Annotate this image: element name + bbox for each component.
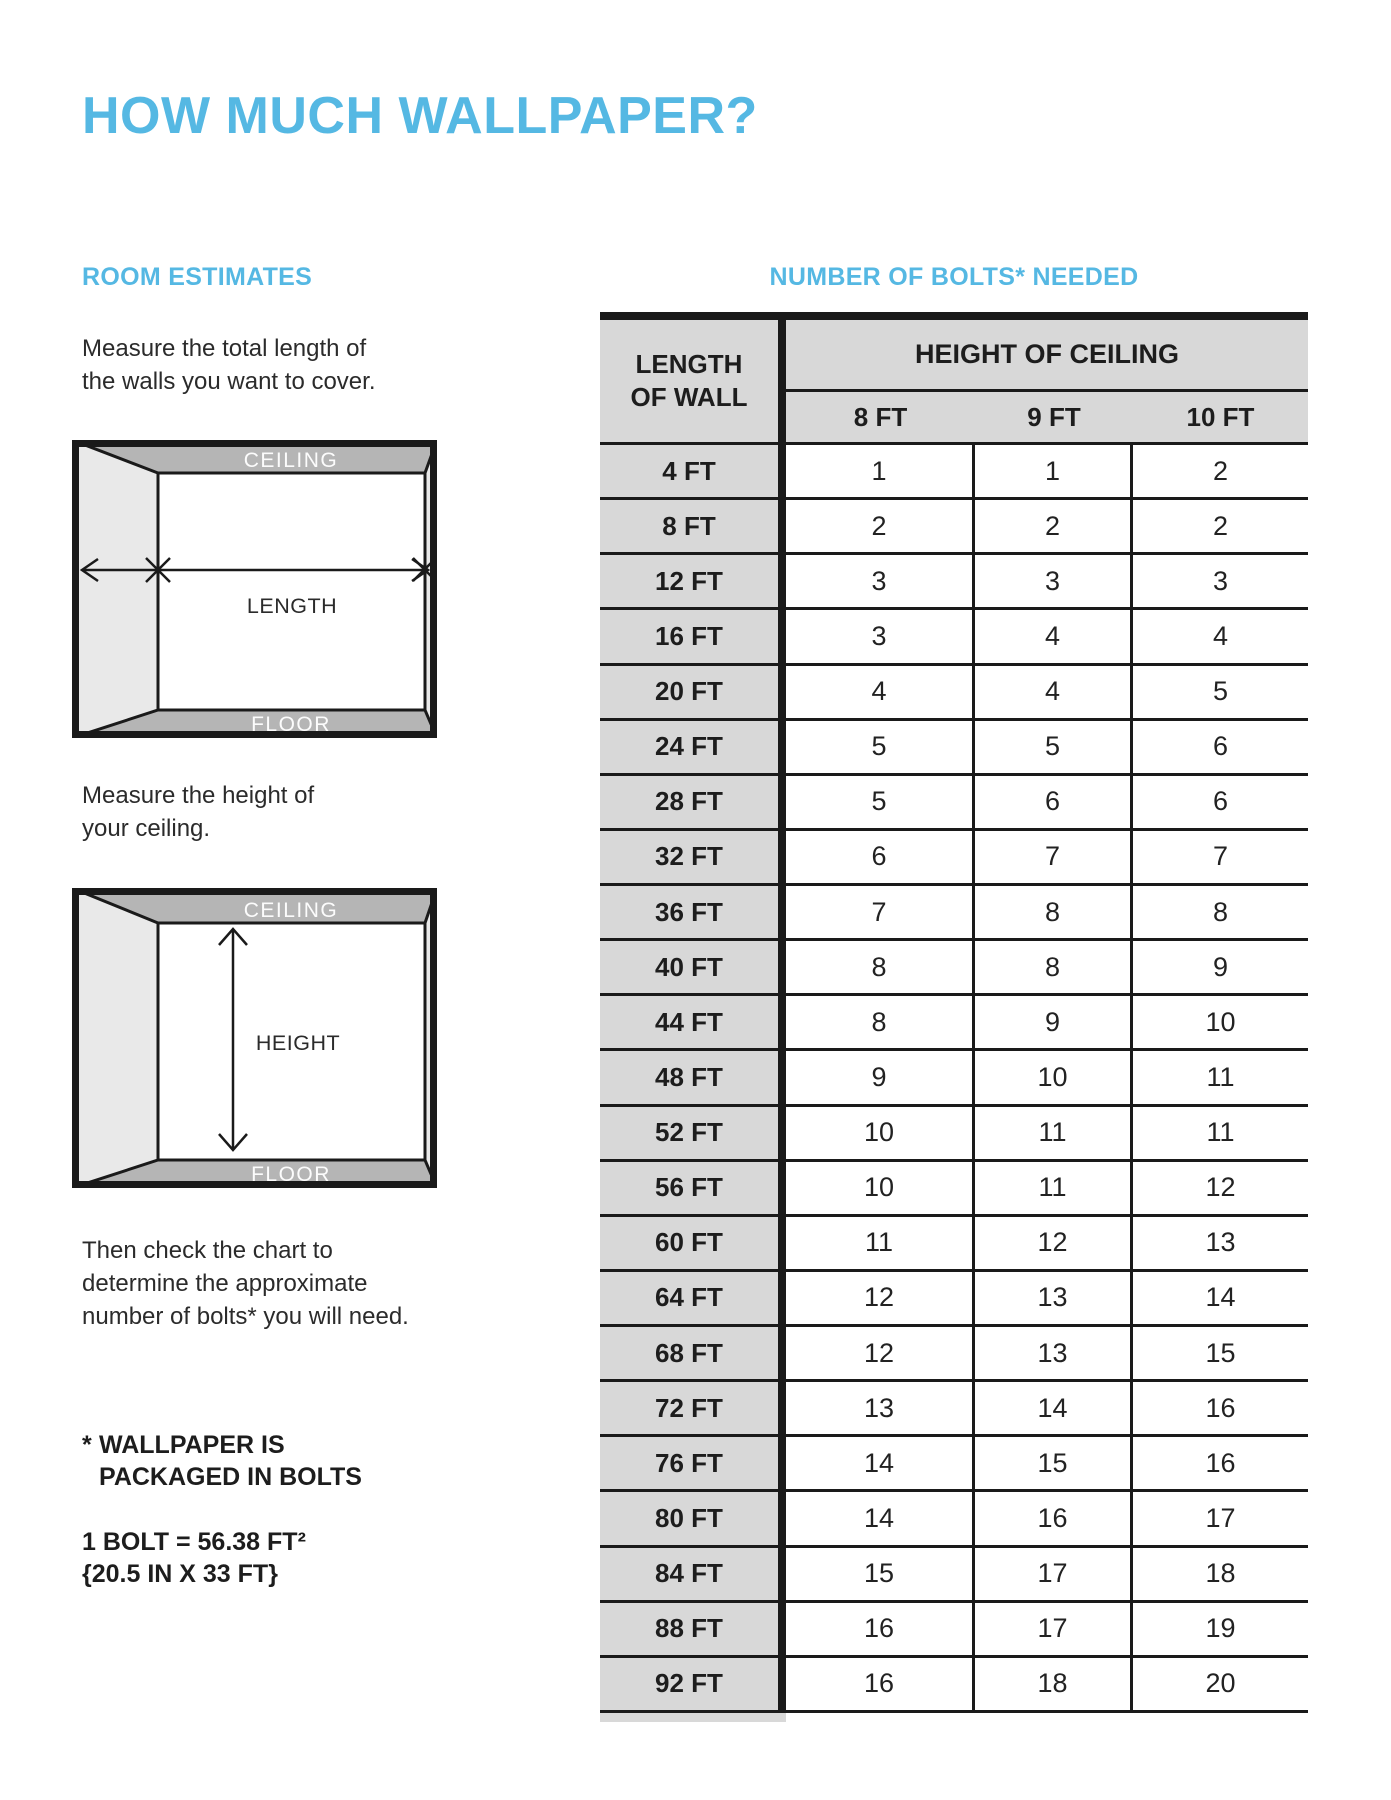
footnote-line: PACKAGED IN BOLTS <box>99 1463 362 1491</box>
bolt-count-cell: 13 <box>786 1382 975 1437</box>
bolt-count-cell: 3 <box>786 555 975 610</box>
bolt-count-cell: 2 <box>975 500 1133 555</box>
bolt-count-cell: 10 <box>786 1162 975 1217</box>
col-header-8ft: 8 FT <box>786 392 975 445</box>
bolt-count-cell: 8 <box>975 886 1133 941</box>
table-row <box>600 776 1308 831</box>
instruction-measure-length <box>82 332 375 398</box>
instruction-line: Then check the chart to <box>82 1237 333 1264</box>
table-footer-stub <box>600 1713 786 1722</box>
col-header-9ft: 9 FT <box>975 392 1133 445</box>
row-length-label: 28 FT <box>600 776 778 831</box>
length-of-wall-header <box>600 320 778 445</box>
table-thick-divider <box>778 320 786 1713</box>
row-length-label: 56 FT <box>600 1162 778 1217</box>
instruction-line: Measure the total length of <box>82 335 367 362</box>
row-length-label: 36 FT <box>600 886 778 941</box>
bolt-count-cell: 11 <box>786 1217 975 1272</box>
table-row <box>600 941 1308 996</box>
length-label: LENGTH <box>246 594 338 618</box>
bolt-count-cell: 13 <box>1133 1217 1308 1272</box>
bolt-count-cell: 11 <box>1133 1107 1308 1162</box>
row-length-label: 92 FT <box>600 1658 778 1713</box>
bolt-count-cell: 6 <box>1133 776 1308 831</box>
table-row <box>600 1548 1308 1603</box>
table-row <box>600 1382 1308 1437</box>
height-of-ceiling-header: HEIGHT OF CEILING <box>786 320 1308 392</box>
floor-label: FLOOR <box>251 713 331 736</box>
bolt-count-cell: 14 <box>786 1492 975 1547</box>
bolt-count-cell: 10 <box>975 1051 1133 1106</box>
room-length-diagram <box>72 440 437 738</box>
table-row <box>600 1327 1308 1382</box>
bolt-count-cell: 9 <box>1133 941 1308 996</box>
bolt-count-cell: 4 <box>786 666 975 721</box>
bolts-footnote <box>82 1429 362 1493</box>
bolt-count-cell: 10 <box>1133 996 1308 1051</box>
table-row <box>600 1658 1308 1713</box>
row-length-label: 64 FT <box>600 1272 778 1327</box>
bolt-count-cell: 8 <box>975 941 1133 996</box>
bolt-count-cell: 16 <box>786 1658 975 1713</box>
table-row <box>600 1272 1308 1327</box>
ceiling-label: CEILING <box>243 899 339 922</box>
row-length-label: 68 FT <box>600 1327 778 1382</box>
bolt-count-cell: 5 <box>975 721 1133 776</box>
table-row <box>600 1107 1308 1162</box>
bolt-count-cell: 16 <box>1133 1437 1308 1492</box>
floor-label: FLOOR <box>251 1163 331 1186</box>
bolt-count-cell: 13 <box>975 1272 1133 1327</box>
table-row <box>600 1217 1308 1272</box>
bolt-count-cell: 3 <box>1133 555 1308 610</box>
bolt-count-cell: 4 <box>975 610 1133 665</box>
bolt-count-cell: 1 <box>786 445 975 500</box>
bolt-count-cell: 18 <box>1133 1548 1308 1603</box>
bolt-count-cell: 16 <box>786 1603 975 1658</box>
bolt-count-cell: 12 <box>1133 1162 1308 1217</box>
bolt-count-cell: 16 <box>1133 1382 1308 1437</box>
bolt-count-cell: 11 <box>975 1107 1133 1162</box>
row-length-label: 88 FT <box>600 1603 778 1658</box>
instruction-line: the walls you want to cover. <box>82 368 376 395</box>
table-row <box>600 1437 1308 1492</box>
row-length-label: 72 FT <box>600 1382 778 1437</box>
table-row <box>600 610 1308 665</box>
bolt-count-cell: 7 <box>1133 831 1308 886</box>
row-length-label: 8 FT <box>600 500 778 555</box>
bolt-count-cell: 12 <box>786 1272 975 1327</box>
bolt-count-cell: 7 <box>786 886 975 941</box>
room-height-diagram <box>72 888 437 1188</box>
bolts-table <box>600 312 1308 1713</box>
table-row <box>600 831 1308 886</box>
bolt-count-cell: 11 <box>975 1162 1133 1217</box>
row-length-label: 84 FT <box>600 1548 778 1603</box>
bolt-count-cell: 14 <box>1133 1272 1308 1327</box>
ceiling-label: CEILING <box>243 449 339 472</box>
height-label: HEIGHT <box>255 1031 341 1055</box>
bolt-count-cell: 10 <box>786 1107 975 1162</box>
row-length-label: 76 FT <box>600 1437 778 1492</box>
table-row <box>600 500 1308 555</box>
row-length-label: 12 FT <box>600 555 778 610</box>
table-row <box>600 996 1308 1051</box>
bolt-count-cell: 8 <box>1133 886 1308 941</box>
table-row <box>600 666 1308 721</box>
bolt-count-cell: 15 <box>1133 1327 1308 1382</box>
table-header <box>600 320 1308 445</box>
header-line: OF WALL <box>630 382 748 412</box>
row-length-label: 20 FT <box>600 666 778 721</box>
bolt-count-cell: 8 <box>786 941 975 996</box>
instruction-line: number of bolts* you will need. <box>82 1303 409 1330</box>
bolt-count-cell: 11 <box>1133 1051 1308 1106</box>
row-length-label: 16 FT <box>600 610 778 665</box>
bolt-count-cell: 2 <box>786 500 975 555</box>
bolt-count-cell: 6 <box>1133 721 1308 776</box>
row-length-label: 80 FT <box>600 1492 778 1547</box>
row-length-label: 44 FT <box>600 996 778 1051</box>
instruction-line: determine the approximate <box>82 1270 368 1297</box>
bolt-count-cell: 5 <box>786 721 975 776</box>
bolt-count-cell: 5 <box>786 776 975 831</box>
table-row <box>600 1162 1308 1217</box>
table-row <box>600 721 1308 776</box>
bolt-count-cell: 4 <box>975 666 1133 721</box>
row-length-label: 60 FT <box>600 1217 778 1272</box>
bolt-count-cell: 6 <box>786 831 975 886</box>
bolt-count-cell: 12 <box>786 1327 975 1382</box>
bolt-size-note <box>82 1526 306 1590</box>
bolt-count-cell: 2 <box>1133 445 1308 500</box>
col-header-10ft: 10 FT <box>1133 392 1308 445</box>
footnote-line: 1 BOLT = 56.38 FT² <box>82 1528 306 1556</box>
room-estimates-heading: ROOM ESTIMATES <box>82 263 313 291</box>
bolt-count-cell: 8 <box>786 996 975 1051</box>
bolt-count-cell: 3 <box>786 610 975 665</box>
bolt-count-cell: 17 <box>1133 1492 1308 1547</box>
bolt-count-cell: 15 <box>786 1548 975 1603</box>
bolt-count-cell: 5 <box>1133 666 1308 721</box>
row-length-label: 48 FT <box>600 1051 778 1106</box>
table-row <box>600 445 1308 500</box>
bolt-count-cell: 19 <box>1133 1603 1308 1658</box>
bolt-count-cell: 4 <box>1133 610 1308 665</box>
asterisk-marker: * <box>82 1431 92 1459</box>
bolt-count-cell: 3 <box>975 555 1133 610</box>
row-length-label: 24 FT <box>600 721 778 776</box>
bolt-count-cell: 14 <box>786 1437 975 1492</box>
bolt-count-cell: 15 <box>975 1437 1133 1492</box>
bolt-count-cell: 12 <box>975 1217 1133 1272</box>
table-row <box>600 886 1308 941</box>
bolt-count-cell: 1 <box>975 445 1133 500</box>
footnote-line: WALLPAPER IS <box>99 1431 285 1459</box>
bolt-count-cell: 18 <box>975 1658 1133 1713</box>
row-length-label: 4 FT <box>600 445 778 500</box>
bolt-count-cell: 2 <box>1133 500 1308 555</box>
footnote-line: {20.5 IN X 33 FT} <box>82 1560 278 1588</box>
bolt-count-cell: 13 <box>975 1327 1133 1382</box>
table-row <box>600 1051 1308 1106</box>
bolt-count-cell: 9 <box>786 1051 975 1106</box>
bolt-count-cell: 7 <box>975 831 1133 886</box>
row-length-label: 32 FT <box>600 831 778 886</box>
bolts-needed-heading: NUMBER OF BOLTS* NEEDED <box>769 263 1139 291</box>
bolt-count-cell: 6 <box>975 776 1133 831</box>
instruction-check-chart <box>82 1234 409 1333</box>
row-length-label: 40 FT <box>600 941 778 996</box>
row-length-label: 52 FT <box>600 1107 778 1162</box>
bolt-count-cell: 14 <box>975 1382 1133 1437</box>
instruction-line: your ceiling. <box>82 815 211 842</box>
instruction-measure-height <box>82 779 314 845</box>
bolt-count-cell: 16 <box>975 1492 1133 1547</box>
table-row <box>600 555 1308 610</box>
bolt-count-cell: 17 <box>975 1603 1133 1658</box>
bolt-count-cell: 20 <box>1133 1658 1308 1713</box>
instruction-line: Measure the height of <box>82 782 315 809</box>
bolt-count-cell: 17 <box>975 1548 1133 1603</box>
table-row <box>600 1492 1308 1547</box>
table-row <box>600 1603 1308 1658</box>
back-wall <box>158 473 425 710</box>
bolt-table-rows <box>600 445 1308 1713</box>
header-line: LENGTH <box>635 349 743 379</box>
page-title: HOW MUCH WALLPAPER? <box>82 87 758 145</box>
bolt-count-cell: 9 <box>975 996 1133 1051</box>
